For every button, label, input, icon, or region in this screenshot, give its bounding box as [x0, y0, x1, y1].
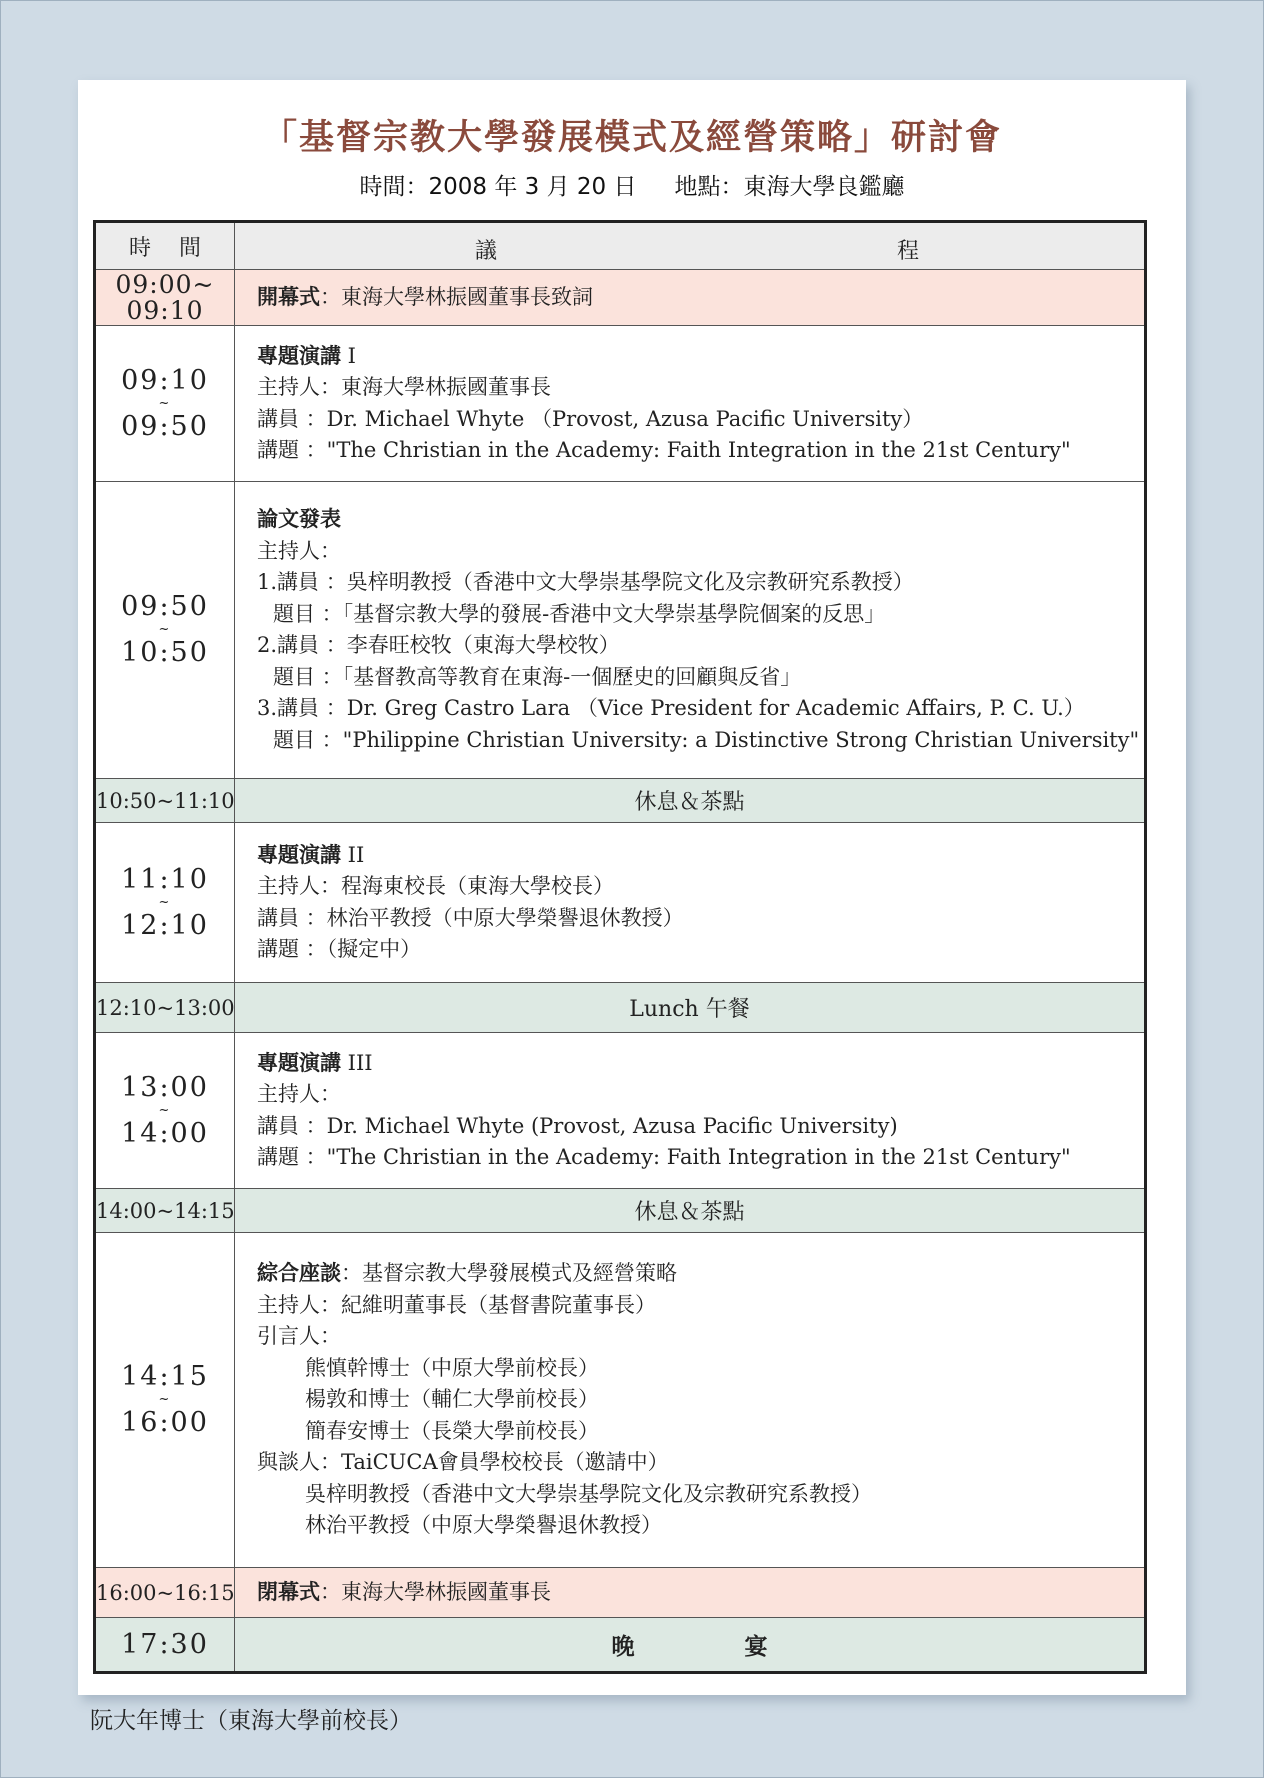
row-time: 09:00~ 09:10	[95, 270, 235, 326]
row-time: 13:00 ~ 14:00	[95, 1033, 235, 1189]
row-content: 綜合座談：基督宗教大學發展模式及經營策略 主持人：紀維明董事長（基督書院董事長） 引言人： 熊慎幹博士（中原大學前校長） 楊敦和博士（輔仁大學前校長） 簡春安博士（長榮大學前校長） 與談人：TaiCUCA會員學校校長（邀請中） 吳梓明教授（香港中文大學崇基學院文化及宗教研究系教授） 林治平教授（中原大學榮譽退休教授）	[235, 1233, 1146, 1568]
row-time: 09:10 ~ 09:50	[95, 326, 235, 482]
footer-note: 阮大年博士（東海大學前校長）	[90, 1708, 412, 1734]
row-content: 論文發表 主持人： 1.講員 ：吳梓明教授（香港中文大學崇基學院文化及宗教研究系教授） 題目 ：「基督宗教大學的發展-香港中文大學崇基學院個案的反思」 2.講員 ：李春旺校牧（東海大學校牧） 題目 ：「基督教高等教育在東海-一個歷史的回顧與反省」 3.講員 ：Dr. Greg Castro Lara （Vice President for Academic Affairs, P. C. U.） 題目 ："Philippine Christian University: a Distinctive Strong Christian University"	[235, 482, 1146, 779]
row-content: 晚 宴	[235, 1618, 1146, 1673]
row-content: 開幕式：東海大學林振國董事長致詞	[235, 270, 1146, 326]
table-header	[95, 222, 1146, 270]
row-content: 休息＆茶點	[235, 779, 1146, 823]
event-time: 時間：2008 年 3 月 20 日	[359, 174, 637, 200]
row-content: Lunch 午餐	[235, 983, 1146, 1033]
row-time: 10:50~11:10	[95, 779, 235, 823]
event-info	[78, 168, 1186, 201]
row-content: 閉幕式：東海大學林振國董事長	[235, 1568, 1146, 1618]
agenda-table	[93, 220, 1147, 1674]
row-time: 12:10~13:00	[95, 983, 235, 1033]
table-row	[95, 1033, 1146, 1189]
row-content: 專題演講 III 主持人： 講員 ：Dr. Michael Whyte (Provost, Azusa Pacific University) 講題 ："The Christian in the Academy: Faith Integration in the 21st Century"	[235, 1033, 1146, 1189]
table-row	[95, 1568, 1146, 1618]
row-time: 11:10 ~ 12:10	[95, 823, 235, 983]
row-content: 休息＆茶點	[235, 1189, 1146, 1233]
table-row	[95, 823, 1146, 983]
table-row	[95, 326, 1146, 482]
row-time: 17:30	[95, 1618, 235, 1673]
page-title: 「基督宗教大學發展模式及經營策略」研討會	[261, 118, 1002, 158]
table-row	[95, 1189, 1146, 1233]
row-content: 專題演講 I 主持人：東海大學林振國董事長 講員 ：Dr. Michael Whyte （Provost, Azusa Pacific University） 講題 ："The Christian in the Academy: Faith Integration in the 21st Century"	[235, 326, 1146, 482]
table-row	[95, 779, 1146, 823]
row-time: 14:00~14:15	[95, 1189, 235, 1233]
table-row	[95, 983, 1146, 1033]
table-row	[95, 482, 1146, 779]
row-time: 09:50 ~ 10:50	[95, 482, 235, 779]
time-column-header: 時 間	[95, 222, 235, 270]
row-content: 專題演講 II 主持人：程海東校長（東海大學校長） 講員 ：林治平教授（中原大學榮譽退休教授） 講題 ：（擬定中）	[235, 823, 1146, 983]
program-sheet	[78, 80, 1186, 1695]
table-row	[95, 1618, 1146, 1673]
agenda-column-header: 議 程	[235, 222, 1146, 270]
table-row	[95, 270, 1146, 326]
row-time: 14:15 ~ 16:00	[95, 1233, 235, 1568]
table-row	[95, 1233, 1146, 1568]
row-time: 16:00~16:15	[95, 1568, 235, 1618]
event-place: 地點：東海大學良鑑廳	[674, 174, 905, 200]
